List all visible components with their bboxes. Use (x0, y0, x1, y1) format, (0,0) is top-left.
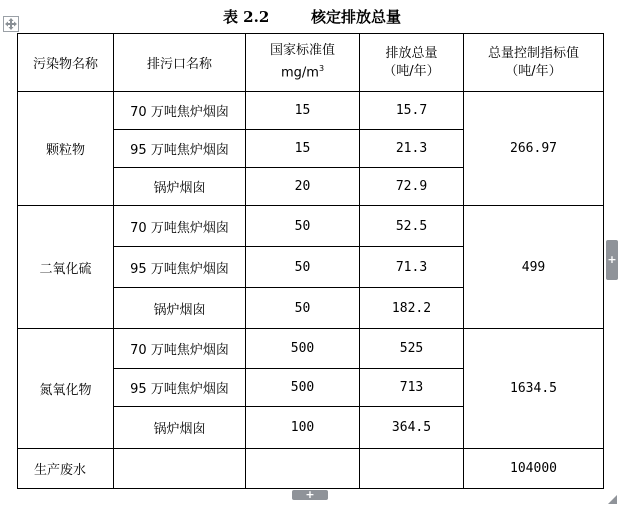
standard-cell: 15 (246, 92, 360, 130)
emission-cell: 182.2 (360, 288, 464, 329)
standard-cell: 100 (246, 407, 360, 449)
table-caption: 表 2.2 核定排放总量 (222, 8, 402, 26)
emission-cell: 15.7 (360, 92, 464, 130)
table-row (18, 329, 604, 369)
table-row (18, 92, 604, 130)
emission-table (17, 33, 604, 489)
pollutant-cell: 生产废水 (18, 449, 114, 489)
standard-cell: 15 (246, 130, 360, 168)
standard-cell: 20 (246, 168, 360, 206)
table-move-handle[interactable] (3, 16, 19, 32)
header-control: 总量控制指标值 （吨/年） (464, 34, 604, 92)
standard-cell: 500 (246, 329, 360, 369)
standard-cell (246, 449, 360, 489)
outlet-cell: 95 万吨焦炉烟囱 (114, 369, 246, 407)
emission-cell: 364.5 (360, 407, 464, 449)
control-cell: 266.97 (464, 92, 604, 206)
outlet-cell: 70 万吨焦炉烟囱 (114, 329, 246, 369)
outlet-cell: 锅炉烟囱 (114, 288, 246, 329)
standard-cell: 500 (246, 369, 360, 407)
emission-cell: 713 (360, 369, 464, 407)
header-pollutant: 污染物名称 (18, 34, 114, 92)
control-cell: 104000 (464, 449, 604, 489)
pollutant-cell: 氮氧化物 (18, 329, 114, 449)
outlet-cell: 70 万吨焦炉烟囱 (114, 92, 246, 130)
emission-cell: 52.5 (360, 206, 464, 247)
outlet-cell: 70 万吨焦炉烟囱 (114, 206, 246, 247)
control-cell: 499 (464, 206, 604, 329)
outlet-cell: 95 万吨焦炉烟囱 (114, 130, 246, 168)
plus-icon: + (305, 488, 315, 501)
resize-corner-icon (606, 493, 618, 505)
standard-cell: 50 (246, 288, 360, 329)
header-outlet: 排污口名称 (114, 34, 246, 92)
table-resize-handle[interactable] (606, 490, 618, 502)
standard-cell: 50 (246, 247, 360, 288)
add-row-handle[interactable] (292, 490, 328, 500)
header-row (18, 34, 604, 92)
control-cell: 1634.5 (464, 329, 604, 449)
header-standard: 国家标准值 $mg/m^3$ (246, 34, 360, 92)
table-row (18, 449, 604, 489)
emission-cell: 525 (360, 329, 464, 369)
outlet-cell (114, 449, 246, 489)
emission-cell: 21.3 (360, 130, 464, 168)
pollutant-cell: 二氧化硫 (18, 206, 114, 329)
table-row (18, 206, 604, 247)
standard-cell: 50 (246, 206, 360, 247)
pollutant-cell: 颗粒物 (18, 92, 114, 206)
plus-icon: + (607, 253, 617, 266)
add-column-handle[interactable] (606, 240, 618, 280)
emission-cell: 71.3 (360, 247, 464, 288)
four-way-move-icon (3, 16, 19, 32)
outlet-cell: 95 万吨焦炉烟囱 (114, 247, 246, 288)
outlet-cell: 锅炉烟囱 (114, 168, 246, 206)
header-emission: 排放总量 （吨/年） (360, 34, 464, 92)
outlet-cell: 锅炉烟囱 (114, 407, 246, 449)
emission-cell: 72.9 (360, 168, 464, 206)
emission-cell (360, 449, 464, 489)
